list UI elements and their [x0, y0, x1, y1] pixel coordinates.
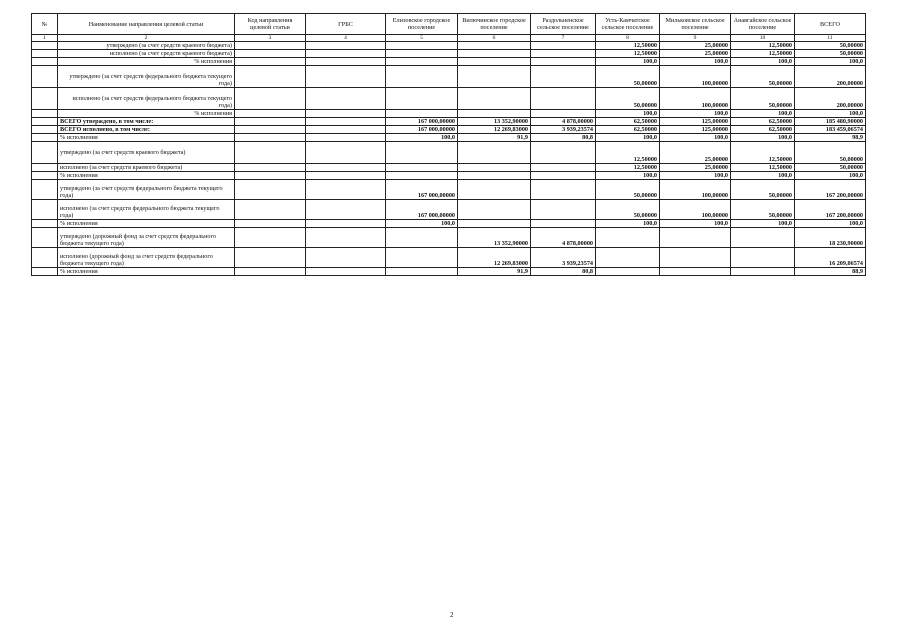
row-label: % исполнения [58, 172, 235, 180]
column-number: 1 [32, 35, 58, 42]
row-label: утверждено (за счет средств краевого бюджета) [58, 142, 235, 164]
row-label: % исполнения [58, 134, 235, 142]
table-row: исполнено (за счет средств федерального бюджета текущего года) 167 000,00000 50,00000 100,00000 50,00000 167 200,00000 [32, 200, 866, 220]
row-label: % исполнения [58, 268, 235, 276]
header-row [32, 14, 866, 35]
header-cell: Вилючинское городское поселение [458, 14, 531, 35]
table-row: % исполнения 100,0 100,0 100,0 100,0 [32, 58, 866, 66]
column-number: 8 [596, 35, 660, 42]
row-label: исполнено (за счет средств краевого бюджета) [58, 164, 235, 172]
table-row: % исполнения 100,0 100,0 100,0 100,0 [32, 172, 866, 180]
column-number: 4 [306, 35, 386, 42]
column-number: 7 [531, 35, 596, 42]
table-row: утверждено (за счет средств краевого бюджета) 12,50000 25,00000 12,50000 50,00000 [32, 42, 866, 50]
budget-execution-table [31, 13, 866, 276]
column-number: 9 [660, 35, 731, 42]
table-row: утверждено (дорожный фонд за счет средств федерального бюджета текущего года) 13 352,90000 4 878,00000 18 230,90000 [32, 228, 866, 248]
header-cell: № [32, 14, 58, 35]
header-cell: Усть-Камчатское сельское поселение [596, 14, 660, 35]
header-cell: Наименование направления целевой статьи [58, 14, 235, 35]
row-label: утверждено (за счет средств федерального бюджета текущего года) [58, 180, 235, 200]
header-cell: Анавгайское сельское поселение [731, 14, 795, 35]
table-row: исполнено (за счет средств краевого бюджета) 12,50000 25,00000 12,50000 50,00000 [32, 50, 866, 58]
table-row: % исполнения 100,0 91,9 80,8 100,0 100,0 100,0 98,9 [32, 134, 866, 142]
row-label: % исполнения [58, 110, 235, 118]
table-row: ВСЕГО исполнено, в том числе: 167 000,00000 12 269,83000 3 939,23574 62,50000 125,00000 62,50000 183 459,06574 [32, 126, 866, 134]
table-row: исполнено (за счет средств федерального бюджета текущего года) 50,00000 100,00000 50,00000 200,00000 [32, 88, 866, 110]
table-row: исполнено (дорожный фонд за счет средств федерального бюджета текущего года) 12 269,83000 3 939,23574 16 209,06574 [32, 248, 866, 268]
header-cell: ВСЕГО [795, 14, 866, 35]
row-label: исполнено (дорожный фонд за счет средств федерального бюджета текущего года) [58, 248, 235, 268]
header-cell: Мильковское сельское поселение [660, 14, 731, 35]
column-number: 6 [458, 35, 531, 42]
column-number: 11 [795, 35, 866, 42]
table-row: ВСЕГО утверждено, в том числе: 167 000,00000 13 352,90000 4 878,00000 62,50000 125,00000 62,50000 185 480,90000 [32, 118, 866, 126]
column-number: 5 [386, 35, 458, 42]
column-number: 10 [731, 35, 795, 42]
header-cell: Код направления целевой статьи [235, 14, 306, 35]
row-label: утверждено (за счет средств федерального бюджета текущего года) [58, 66, 235, 88]
table-row: исполнено (за счет средств краевого бюджета) 12,50000 25,00000 12,50000 50,00000 [32, 164, 866, 172]
row-label: утверждено (дорожный фонд за счет средств федерального бюджета текущего года) [58, 228, 235, 248]
page-number: 2 [450, 611, 454, 619]
table-row: утверждено (за счет средств федерального бюджета текущего года) 167 000,00000 50,00000 100,00000 50,00000 167 200,00000 [32, 180, 866, 200]
header-cell: ГРБС [306, 14, 386, 35]
table-row: % исполнения 100,0 100,0 100,0 100,0 100,0 [32, 220, 866, 228]
table-row: % исполнения 100,0 100,0 100,0 100,0 [32, 110, 866, 118]
column-number: 2 [58, 35, 235, 42]
column-number: 3 [235, 35, 306, 42]
row-label: исполнено (за счет средств федерального бюджета текущего года) [58, 200, 235, 220]
row-label: ВСЕГО исполнено, в том числе: [58, 126, 235, 134]
row-label: утверждено (за счет средств краевого бюджета) [58, 42, 235, 50]
table-row: утверждено (за счет средств федерального бюджета текущего года) 50,00000 100,00000 50,00000 200,00000 [32, 66, 866, 88]
table-row: % исполнения 91,9 80,8 88,9 [32, 268, 866, 276]
row-label: ВСЕГО утверждено, в том числе: [58, 118, 235, 126]
row-label: исполнено (за счет средств федерального бюджета текущего года) [58, 88, 235, 110]
table-row: утверждено (за счет средств краевого бюджета) 12,50000 25,00000 12,50000 50,00000 [32, 142, 866, 164]
row-label: % исполнения [58, 58, 235, 66]
header-cell: Раздольненское сельское поселение [531, 14, 596, 35]
column-number-row [32, 35, 866, 42]
row-label: исполнено (за счет средств краевого бюджета) [58, 50, 235, 58]
header-cell: Елизовское городское поселение [386, 14, 458, 35]
row-label: % исполнения [58, 220, 235, 228]
